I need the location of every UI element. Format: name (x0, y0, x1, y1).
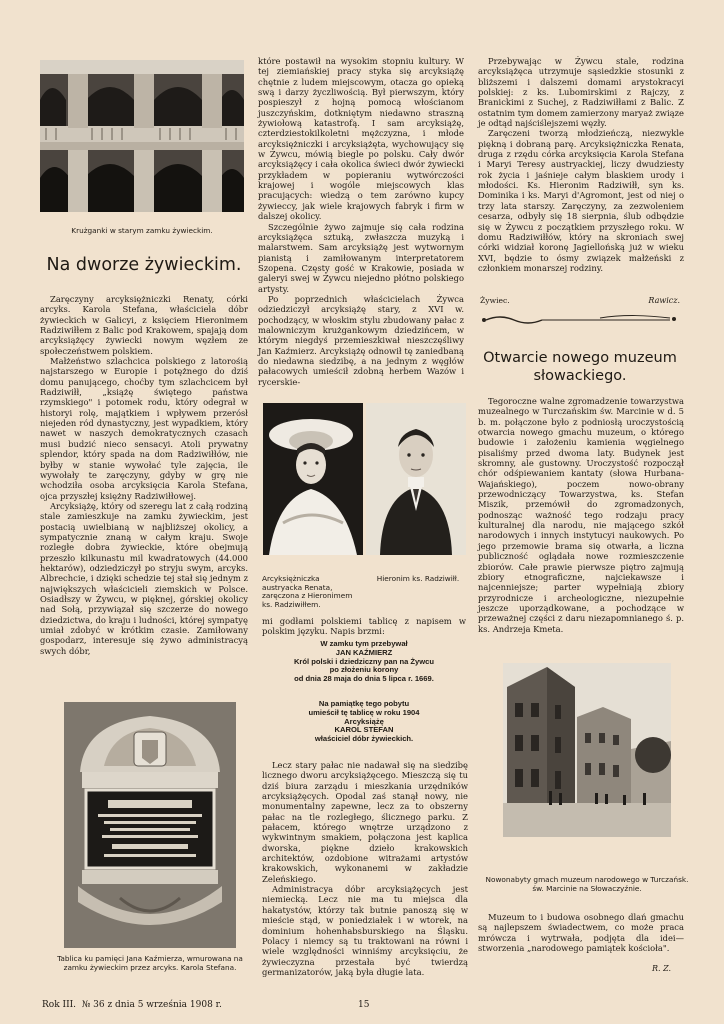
article-title-museum: Otwarcie nowego muzeum słowackiego. (483, 350, 677, 384)
paragraph: mi godłami polskiemi tablicę z napisem w polskim języku. Napis brzmi: (262, 616, 466, 637)
museum-photo-caption: Nowonabyty gmach muzeum narodowego w Turczańsk. św. Marcinie na Słowaczyźnie. (485, 875, 689, 893)
paragraph: Zaręczyny arcyksiężniczki Renaty, córki arcyks. Karola Stefana, właściciela dóbr żywieckich w Galicyi, z księciem Hieronimem Radziwiłłem z Balic pod Krakowem, spajają dom arcyksiążęcy żywiecki nowym węzłem ze społeczeństwem polskiem. (40, 294, 248, 356)
paragraph: które postawił na wysokim stopniu kultury. W tej ziemiańskiej pracy styka się arcyksiążę chętnie z ludem miejscowym, otacza go opieką swą i darzy życzliwością. Był pierwszym, który pospieszył z hojną pomocą włościanom juszczyńskim, dotkniętym niedawno straszną żywiołową katastrofą. I sam arcyksiążę, czterdziestokilkoletni mężczyzna, i młode arcyksiężniczki i arcyksiążęta, wychowujący się w Żywcu, mówią biegle po polsku. Cały dwór arcyksiążęcy i cała okolica świeci dwór żywiecki przykładem w popieraniu wytwórczości krajowej i wogóle miejscowych klas pracujących: wiedzą o tem zarówno kupcy żywieccy, jak wiele krajowych fabryk i firm w dalszej okolicy. (258, 56, 464, 222)
ornamental-divider (480, 312, 680, 326)
portrait-radziwill-caption: Hieronim ks. Radziwiłł. (376, 574, 460, 583)
paragraph: Przebywając w Żywcu stale, rodzina arcyksiążęca utrzymuje sąsiedzkie stosunki z bliższemi i dalszemi domami arystokracyi polskiej: z ks. Lubomirskimi z Rajczy, z Branickimi z Suchej, z Radziwiłłami z Balic. Z ostatnim tym domem zamierzony maryaż związe je odtąd najściślejszemi węzły. (478, 56, 684, 129)
plaque-photo (64, 702, 236, 948)
article-body-col3-bottom (478, 912, 684, 953)
inscription-line: Król polski i dziedziczny pan na Żywcu (293, 656, 435, 666)
paragraph: Administracya dóbr arcyksiążęcych jest niemiecką. Lecz nie ma tu miejsca dla hakatystów, którzy tak butnie panoszą się w mieście stąd, w poniedziałek i w wtorek, na dominium hohenhabsburskiego na Śląsku. Polacy i niemcy są tu traktowani na równi i wiele względności winniśmy arcyksięciu, że żywieczyzna przestała być twierdzą germanizatorów, jaką była długie lata. (262, 884, 468, 977)
inscription-line: JAN KAŹMIERZ (335, 647, 393, 657)
inscription-line: po złożeniu korony (329, 665, 399, 675)
article-body-col2-mid (262, 616, 466, 637)
portrait-renata (263, 403, 363, 555)
author-signature: R. Z. (652, 964, 672, 973)
inscription-line: Arcyksiążę (344, 716, 384, 726)
inscription-line: właściciel dóbr żywieckich. (314, 734, 414, 744)
issue-info: Rok III. № 36 z dnia 5 września 1908 r. (42, 1000, 222, 1010)
paragraph: Małżeństwo szlachcica polskiego z latorośią najstarszego w Europie i potężnego do dziś domu panującego, choćby tym szlachcicem był Radziwiłł, „książę świętego państwa rzymskiego" i potomek rodu, który odegrał w historyi rolę, majątkiem i wpływem przerósł niejeden ród dynastyczny, jest wypadkiem, który nawet w naszych demokratycznych czasach musi budzić nieco sensacyi. Atoli prywatny splendor, który spada na dom Radziwiłłów, nie byłby w stanie wywołać tyle zajęcia, ile wywołały te zaręczyny, gdyby w grę nie wchodziła osoba arcyksięcia Karola Stefana, ojca przyszłej księżny Radziwiłłowej. (40, 356, 248, 501)
inscription-block-2 (262, 700, 466, 744)
museum-building-photo (503, 663, 671, 837)
castle-photo-caption: Krużganki w starym zamku żywieckim. (71, 226, 213, 235)
paragraph: Muzeum to i budowa osobnego dlań gmachu są najlepszem świadectwem, co może praca mrówcza i wytrwała, podjęta dla idei—stworzenia „narodowego pamiątek kościoła". (478, 912, 684, 954)
page-number: 15 (358, 1000, 370, 1010)
portrait-radziwill (366, 403, 466, 555)
inscription-line: KAROL STEFAN (334, 725, 394, 735)
plaque-photo-caption: Tablica ku pamięci Jana Kaźmierza, wmurowana na zamku żywieckim przez arcyks. Karola Stefana. (57, 954, 243, 972)
article-title-zywiec: Na dworze żywieckim. (46, 255, 242, 275)
inscription-line: W zamku tym przebywał (320, 639, 408, 648)
paragraph: Lecz stary pałac nie nadawał się na siedzibę licznego dworu arcyksiążęcego. Mieszczą się tu dziś biura zarządu i mieszkania urzędników arcyksiążęcych. Opodal zaś stanął nowy, nie monumentalny zapewne, lecz za to obszerny pałac na tle rozległego, ślicznego parku. Z pałacem, którego wnętrze urządzono z wykwintnym smakiem, połączona jest kaplica dworska, piękne dzieło krakowskich architektów, ozdobione witrażami artystów krakowskich, wykonanemi w zakładzie Zeleńskiego. (262, 760, 468, 884)
paragraph: Po poprzednich właścicielach Żywca odziedziczył arcyksiążę stary, z XVI w. pochodzący, w włoskim stylu zbudowany pałac z malowniczym krużgankowym dziedzińcem, w którym niegdyś przemieszkiwał nieszczęśliwy Jan Kaźmierz. Arcyksiążę odnowił tę zaniedbaną do niedawna siedzibę, a na jednym z węgłów pałacowych umieścił zdobną herbem Wazów i rycerskie- (258, 293, 464, 387)
article-body-col2-top (258, 56, 464, 387)
inscription-block-1 (262, 640, 466, 684)
inscription-line: od dnia 28 maja do dnia 5 lipca r. 1669. (294, 674, 434, 684)
castle-arcades-photo (40, 60, 244, 212)
article-body-col2-bottom (262, 760, 468, 977)
article-signature-row (480, 296, 684, 308)
author-signature: Rawicz. (648, 296, 680, 305)
place-name: Żywiec. (480, 296, 510, 305)
paragraph: Tegoroczne walne zgromadzenie towarzystwa muzealnego w Turczańskim św. Marcinie w d. 5 b. m. połączone było z podniosłą uroczystością otwarcia nowego gmachu muzeum, o którego budowie i założeniu kamienia węgielnego pisaliśmy przed dwoma laty. Budynek jest skromny, ale gustowny. Uroczystość rozpoczął chór odśpiewaniem kantaty (słowa Hurbana-Wajańskiego), poczem nowo-obrany przewodniczący Towarzystwa, ks. Stefan Miszik, przemówił do zgromadzonych, podnosząc ważność tego rodzaju pracy kulturalnej dla narodu, nie mającego szkół narodowych i innych instytucyi naukowych. Po jego przemowie brama się otwarła, a liczna publiczność oglądała nowe rozmieszczenie zbiorów. Całe prawie pierwsze piętro zajmują zbiory etnograficzne, najciekawsze i najcenniejsze; parter wypełniają zbiory przyrodnicze i archeologiczne, niezupełnie jeszcze uporządkowane, a pochodzące w przeważnej części z daru niezapomnianego ś. p. ks. Andrzeja Kmeta. (478, 396, 684, 634)
paragraph: Zaręczeni tworzą młodzieńczą, niezwykle piękną i dobraną parę. Arcyksiężniczka Renata, druga z rzędu córka arcyksięcia Karola Stefana i Maryi Teresy austryackiej, liczy dwudziesty rok życia i jaśnieje całym blaskiem urody i młodości. Ks. Hieronim Radziwiłł, syn ks. Dominika i ks. Maryi d'Agromont, jest od niej o trzy lata starszy. Zaręczyny, za zezwoleniem cesarza, odbyły się 18 sierpnia, ślub odbędzie się w Żywcu z początkiem przyszłego roku. W domu Radziwiłłów, który na skroniach swej córki widział koronę Jagiellońską już w wieku XVI, będzie to ósmy związek małżeński z członkiem monarszej rodziny. (478, 128, 684, 273)
inscription-line: Na pamiątkę tego pobytu (318, 699, 410, 708)
article-body-col3-mid (478, 396, 684, 634)
paragraph: Arcyksiążę, który od szeregu lat z całą rodziną stale zamieszkuje na zamku żywieckim, jest postacią uwielbianą w najbliższej okolicy, a sympatycznie znaną w całym kraju. Swoje rozległe dobra żywieckie, które obejmują przeszło kilkunastu mil kwadratowych (44.000 hektarów), odziedziczył po stryju swym, arcyks. Albrechcie, i dzięki schedzie tej stał się jednym z największych właścicieli ziemskich w Polsce. Osiadłszy w Żywcu, w pięknej, górskiej okolicy nad Sołą, przywiązał się szczerze do nowego dziedzictwa, do kraju i ludności, której sympatyę umiał zdobyć w krótkim czasie. Zamiłowany gospodarz, interesuje się żywo administracyą swych dóbr, (40, 500, 248, 656)
paragraph: Szczególnie żywo zajmuje się cała rodzina arcyksiążęca sztuką, zwłaszcza muzyką i malarstwem. Sam arcyksiążę jest wytwornym pianistą i zamiłowanym interpretatorem Szopena. Częsty gość w Krakowie, posiada w galeryi swej w Żywcu niejedno płótno polskiego artysty. (258, 221, 464, 294)
article-body-col3-top (478, 56, 684, 273)
portrait-renata-caption: Arcyksiężniczka austryacka Renata, zaręczona z Hieronimem ks. Radziwiłłem. (262, 574, 353, 609)
inscription-line: umieścił tę tablicę w roku 1904 (308, 707, 420, 717)
article-body-col1 (40, 294, 248, 656)
